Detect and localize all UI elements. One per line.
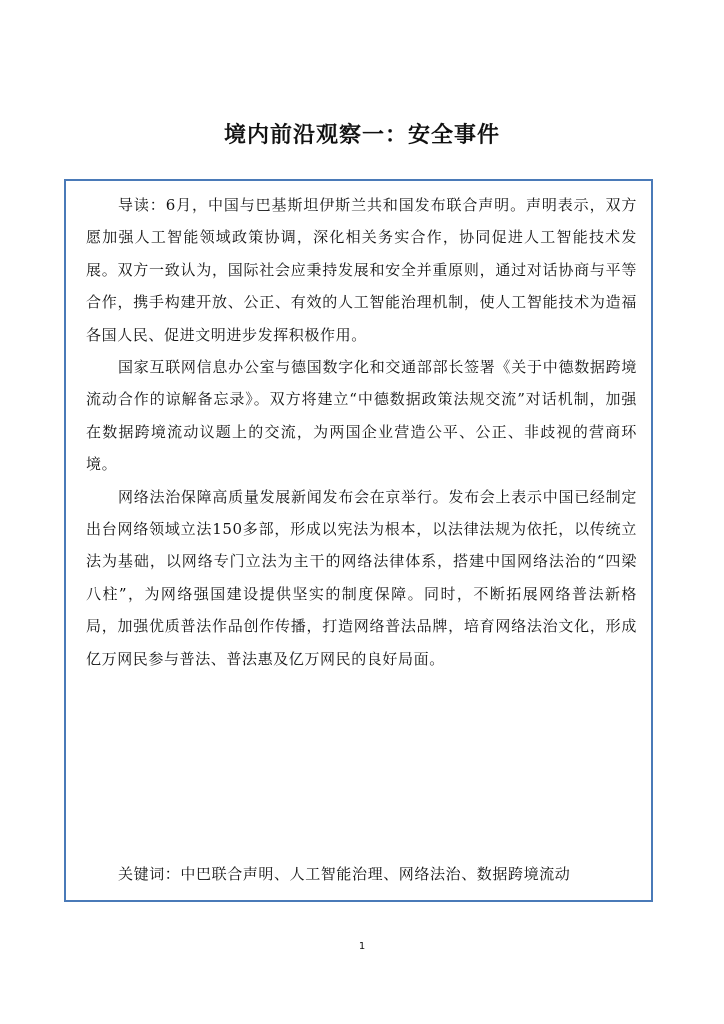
data-cooperation-paragraph: 国家互联网信息办公室与德国数字化和交通部部长签署《关于中德数据跨境流动合作的谅解备忘录》。双方将建立“中德数据政策法规交流”对话机制，加强在数据跨境流动议题上的交流，为两国企业营造公平、公正、非歧视的营商环境。 (86, 358, 637, 474)
page-title: 境内前沿观察一：安全事件 (223, 123, 500, 148)
intro-paragraph: 导读：6月，中国与巴基斯坦伊斯兰共和国发布联合声明。声明表示，双方愿加强人工智能领域政策协调，深化相关务实合作，协同促进人工智能技术发展。双方一致认为，国际社会应秉持发展和安全并重原则，通过对话协商与平等合作，携手构建开放、公正、有效的人工智能治理机制，使人工智能技术为造福各国人民、促进文明进步发挥积极作用。 (86, 196, 637, 344)
keywords-line: 关键词：中巴联合声明、人工智能治理、网络法治、数据跨境流动 (118, 865, 571, 883)
page-number: 1 (358, 941, 366, 952)
cyber-law-paragraph: 网络法治保障高质量发展新闻发布会在京举行。发布会上表示中国已经制定出台网络领域立法150多部，形成以宪法为根本，以法律法规为依托，以传统立法为基础，以网络专门立法为主干的网络法律体系，搭建中国网络法治的“四梁八柱”，为网络强国建设提供坚实的制度保障。同时，不断拓展网络普法新格局，加强优质普法作品创作传播，打造网络普法品牌，培育网络法治文化，形成亿万网民参与普法、普法惠及亿万网民的良好局面。 (86, 487, 637, 668)
summary-box (64, 179, 653, 902)
